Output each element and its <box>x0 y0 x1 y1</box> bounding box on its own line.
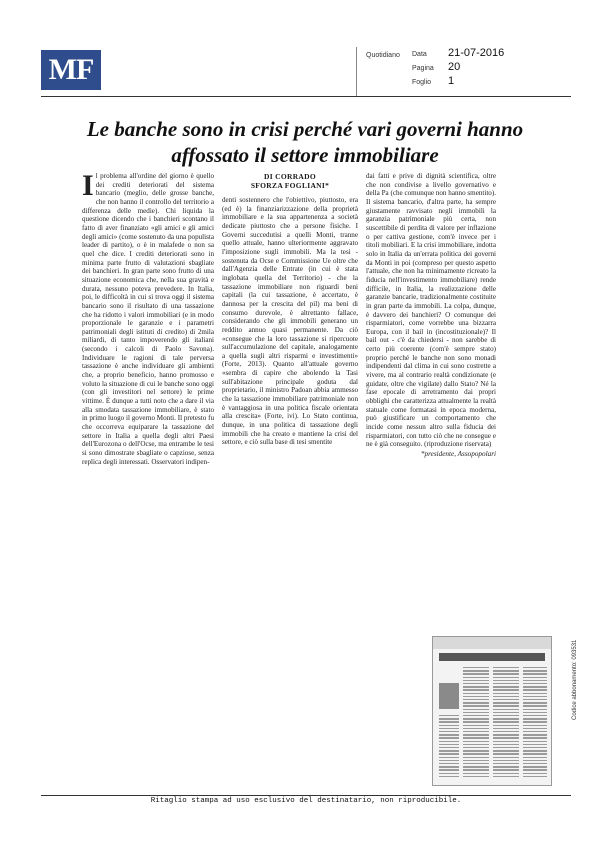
thumbnail-text-line <box>493 734 519 735</box>
thumbnail-text-line <box>523 673 547 674</box>
thumbnail-text-line <box>463 667 489 668</box>
thumbnail-text-line <box>439 741 459 742</box>
thumbnail-text-line <box>493 683 519 684</box>
thumbnail-text-line <box>493 699 519 700</box>
date-value: 21-07-2016 <box>448 47 505 59</box>
thumbnail-text-line <box>523 753 547 754</box>
article-column-3 <box>366 172 496 459</box>
page-label: Pagina <box>412 65 434 72</box>
footer-notice: Ritaglio stampa ad uso esclusivo del destinatario, non riproducibile. <box>150 797 462 805</box>
thumbnail-text-line <box>493 763 519 764</box>
thumbnail-text-line <box>523 702 547 703</box>
thumbnail-text-line <box>463 680 489 681</box>
column-3-text: dai fatti e prive di dignità scientifica, oltre che non condivise a livello governativo e della Pa (che comunque non hanno smentito). Il sistema bancario, d'altra parte, ha sempre giustamente ravvisato negli immobili la garanzia patrimoniale più certa, non suscettibile di perdita di valore per inflazione o per cattiva gestione, com'è invece per i titoli mobiliari. E la crisi immobiliare, indotta solo in Italia da un'errata politica dei governi da Monti in poi (compreso per questo aspetto l'attuale, che non ha minimamente ricreato la fiducia nell'investimento immobiliare) rende difficile, in Italia, la realizzazione delle garanzie bancarie, tradizionalmente costituite in gran parte da immobili. La colpa, dunque, è davvero dei banchieri? O comunque dei risparmiatori, come vorrebbe una bizzarra Europa, con il bail in (incostituzionale)? Il bail out - c'è da chiedersi - non sarebbe di certo più coerente (com'è sempre stato) proprio perché le banche non sono monadi indipendenti dal clima in cui sono costrette a vivere, ma al contrario realtà condizionate (e guidate, oltre che vigilate) dallo Stato? Né la fase epocale di arretramento dai propri obblighi che caratterizza attualmente la realtà statuale come formatasi in epoca moderna, può giustificare un comportamento che incide come nessun altro sulla fiducia dei risparmiatori, con tutto ciò che ne consegue e ne è già conseguito. (riproduzione riservata) <box>366 172 496 449</box>
thumbnail-text-line <box>523 699 547 700</box>
thumbnail-text-line <box>523 718 547 719</box>
thumbnail-text-line <box>439 721 459 722</box>
date-row <box>412 47 562 61</box>
thumbnail-text-line <box>493 686 519 687</box>
thumbnail-text-line <box>523 750 547 751</box>
thumbnail-text-line <box>523 705 547 706</box>
thumbnail-text-line <box>523 721 547 722</box>
thumbnail-text-line <box>523 709 547 710</box>
thumbnail-text-line <box>493 709 519 710</box>
sheet-row <box>412 75 562 89</box>
thumbnail-text-line <box>439 773 459 774</box>
thumbnail-text-line <box>523 763 547 764</box>
date-label: Data <box>412 51 427 58</box>
header-rule <box>41 96 571 97</box>
thumbnail-text-line <box>523 734 547 735</box>
thumbnail-text-line <box>523 670 547 671</box>
thumbnail-text-line <box>523 715 547 716</box>
thumbnail-text-line <box>463 699 489 700</box>
byline-prefix: DI CORRADO <box>264 172 316 181</box>
thumbnail-text-line <box>493 689 519 690</box>
thumbnail-text-line <box>463 709 489 710</box>
thumbnail-text-line <box>493 696 519 697</box>
thumbnail-text-line <box>493 773 519 774</box>
thumbnail-text-line <box>463 718 489 719</box>
thumbnail-text-line <box>493 753 519 754</box>
thumbnail-text-line <box>493 728 519 729</box>
thumbnail-text-line <box>463 741 489 742</box>
thumbnail-text-line <box>493 766 519 767</box>
drop-cap: I <box>82 169 94 202</box>
thumbnail-text-line <box>439 731 459 732</box>
thumbnail-text-line <box>463 670 489 671</box>
thumbnail-text-line <box>523 667 547 668</box>
thumbnail-text-line <box>493 702 519 703</box>
thumbnail-text-line <box>493 705 519 706</box>
thumbnail-text-line <box>493 693 519 694</box>
thumbnail-photo <box>439 683 459 709</box>
thumbnail-text-line <box>523 725 547 726</box>
thumbnail-text-line <box>493 731 519 732</box>
thumbnail-text-line <box>523 747 547 748</box>
thumbnail-text-line <box>523 712 547 713</box>
thumbnail-text-line <box>523 766 547 767</box>
thumbnail-text-line <box>463 677 489 678</box>
thumbnail-text-line <box>493 670 519 671</box>
thumbnail-text-line <box>463 693 489 694</box>
footer-rule <box>41 795 571 796</box>
thumbnail-text-line <box>439 734 459 735</box>
thumbnail-text-line <box>463 753 489 754</box>
page-thumbnail <box>432 636 552 786</box>
thumbnail-text-line <box>493 715 519 716</box>
article-column-1 <box>82 169 214 466</box>
thumbnail-text-line <box>523 731 547 732</box>
thumbnail-text-line <box>439 747 459 748</box>
thumbnail-text-line <box>523 693 547 694</box>
article-headline: Le banche sono in crisi perché vari governi hanno affossato il settore immobiliare <box>86 117 524 167</box>
thumbnail-text-line <box>493 667 519 668</box>
subscription-code: Codice abbonamento: 093531 <box>572 639 578 720</box>
thumbnail-text-line <box>463 734 489 735</box>
thumbnail-text-line <box>523 757 547 758</box>
thumbnail-text-line <box>493 725 519 726</box>
thumbnail-text-line <box>523 680 547 681</box>
thumbnail-text-line <box>523 760 547 761</box>
publication-logo: MF <box>41 50 101 90</box>
thumbnail-text-line <box>439 744 459 745</box>
thumbnail-text-line <box>523 689 547 690</box>
thumbnail-text-line <box>463 750 489 751</box>
sheet-label: Foglio <box>412 79 432 86</box>
column-2-text: denti sostennero che l'obiettivo, piuttosto, era (ed è) la finanziarizzazione della proprietà immobiliare e la sua appartenenza a società dedicate piuttosto che a persone fisiche. I Governi succedutisi a quelli Monti, tranne quello attuale, hanno ulteriormente aggravato l'imposizione sugli immobili. Ma la tesi - sostenuta da Ocse e Commissione Ue oltre che dall'Agenzia delle Entrate (in cui è stata inglobata quella del Territorio) - che la tassazione immobiliare non riguardi beni capitali (la cui tassazione, è accertato, è dannosa per la crescita del pil) ma beni di consumo durevole, è altrettanto fallace, considerando che gli immobili generano un reddito annuo quasi permanente. Da ciò «conseguе che la loro tassazione si ripercuote sull'accumulazione del capitale, analogamente a quella sugli altri risparmi e investimenti» (Forte, 2013). Quanto all'attuale governo «sembra di capire che abolendo la Tasi sull'abitazione principale goduta dal proprietario, il ministro Padoan abbia ammesso che la tassazione immobiliare patrimoniale non è vantaggiosa in una politica fiscale orientata alla crescita» (Forte, ivi). Lo Stato continua, dunque, in una politica di tassazione degli immobili che ha creato e mantiene la crisi del settore, e ciò sulla base di tesi smentite <box>222 196 358 447</box>
thumbnail-text-line <box>493 757 519 758</box>
thumbnail-text-line <box>523 683 547 684</box>
thumbnail-text-line <box>493 776 519 777</box>
thumbnail-text-line <box>523 744 547 745</box>
clipping-metadata <box>412 47 562 89</box>
thumbnail-text-line <box>463 737 489 738</box>
column-1-body: l problema all'ordine del giorno è quello dei crediti deteriorati del sistema bancario (meglio, delle grosse banche, che non hanno il controllo del territorio a differenza delle medie). Chi liquida la questione dicendo che i banchieri scontano il fatto di aver finanziato «gli amici e gli amici degli amici» (come sostenuto da una populista leader di partito), o è in malafede o non sa quel che dice. I crediti deteriorati sono in minima parte frutto di valutazioni sbagliate dei banchieri. In gran parte sono frutto di una situazione economica che, nella sua gravità e durata, nessuno poteva prevedere. In Italia, poi, le difficoltà in cui si trova oggi il sistema bancario sono il risultato di una tassazione che ha ridotto i valori immobiliari (e in modo proporzionale le garanzie e i parametri patrimoniali degli istituti di credito) di 2mila miliardi, di tanto impoverendo gli italiani (secondo i calcoli di Paolo Savona). Individuare le ragioni di tale perversa tassazione è anche individuare gli ambienti che, a proprio beneficio, hanno promosso e voluto la situazione di cui le banche sono oggi (con gli investitori nel settore) le prime vittime. È dunque a tutti noto che a dare il via alla smodata tassazione immobiliare, è stato in primo luogo il governo Monti. Il pretesto fu che occorreva equiparare la tassazione del settore in Italia a quella degli altri Paesi dell'Eurozona o dell'Ocse, ma entrambe le tesi si sono dimostrate sbagliate o capziose, senza replica degli interessati. Osservatori indipen- <box>82 172 214 466</box>
page-row <box>412 61 562 75</box>
thumbnail-text-line <box>493 712 519 713</box>
article-column-2 <box>222 172 358 447</box>
thumbnail-text-line <box>493 741 519 742</box>
thumbnail-text-line <box>493 747 519 748</box>
thumbnail-text-line <box>463 696 489 697</box>
thumbnail-text-line <box>463 683 489 684</box>
thumbnail-text-line <box>463 747 489 748</box>
thumbnail-headline <box>439 653 545 661</box>
thumbnail-text-line <box>493 760 519 761</box>
thumbnail-text-line <box>463 760 489 761</box>
thumbnail-text-line <box>463 712 489 713</box>
thumbnail-text-line <box>523 776 547 777</box>
thumbnail-text-line <box>493 680 519 681</box>
thumbnail-text-line <box>439 750 459 751</box>
byline-author: SFORZA FOGLIANI* <box>250 181 330 190</box>
thumbnail-text-line <box>463 763 489 764</box>
thumbnail-text-line <box>463 744 489 745</box>
thumbnail-text-line <box>493 737 519 738</box>
column-1-text <box>82 169 214 466</box>
thumbnail-text-line <box>463 773 489 774</box>
thumbnail-text-line <box>439 715 459 716</box>
thumbnail-text-line <box>463 686 489 687</box>
page-value: 20 <box>448 61 461 73</box>
thumbnail-text-line <box>439 776 459 777</box>
thumbnail-text-line <box>523 773 547 774</box>
thumbnail-text-line <box>463 721 489 722</box>
thumbnail-text-line <box>463 702 489 703</box>
thumbnail-text-line <box>493 673 519 674</box>
thumbnail-text-line <box>439 769 459 770</box>
byline <box>222 172 358 190</box>
thumbnail-text-line <box>463 673 489 674</box>
thumbnail-text-line <box>463 728 489 729</box>
thumbnail-text-line <box>439 718 459 719</box>
thumbnail-text-line <box>523 769 547 770</box>
author-signature: *presidente, Assopopolari <box>420 450 496 458</box>
thumbnail-text-line <box>439 763 459 764</box>
header-divider <box>356 47 357 96</box>
thumbnail-text-line <box>463 689 489 690</box>
thumbnail-text-line <box>493 744 519 745</box>
thumbnail-text-line <box>463 769 489 770</box>
thumbnail-text-line <box>523 686 547 687</box>
thumbnail-text-line <box>493 718 519 719</box>
thumbnail-text-line <box>523 741 547 742</box>
thumbnail-text-line <box>523 728 547 729</box>
thumbnail-text-line <box>523 737 547 738</box>
thumbnail-text-line <box>493 769 519 770</box>
thumbnail-text-line <box>463 766 489 767</box>
thumbnail-text-line <box>439 728 459 729</box>
thumbnail-text-line <box>493 721 519 722</box>
thumbnail-text-line <box>463 705 489 706</box>
thumbnail-text-line <box>463 731 489 732</box>
publication-type: Quotidiano <box>366 52 400 59</box>
thumbnail-text-line <box>439 760 459 761</box>
thumbnail-text-line <box>523 696 547 697</box>
thumbnail-text-line <box>523 677 547 678</box>
thumbnail-text-line <box>463 715 489 716</box>
thumbnail-text-line <box>439 725 459 726</box>
thumbnail-banner <box>433 637 551 649</box>
thumbnail-text-line <box>439 757 459 758</box>
thumbnail-text-line <box>463 725 489 726</box>
thumbnail-text-line <box>493 750 519 751</box>
thumbnail-text-line <box>463 776 489 777</box>
sheet-value: 1 <box>448 75 455 87</box>
thumbnail-text-line <box>439 753 459 754</box>
thumbnail-text-line <box>439 737 459 738</box>
thumbnail-text-line <box>493 677 519 678</box>
thumbnail-text-line <box>439 766 459 767</box>
thumbnail-text-line <box>463 757 489 758</box>
